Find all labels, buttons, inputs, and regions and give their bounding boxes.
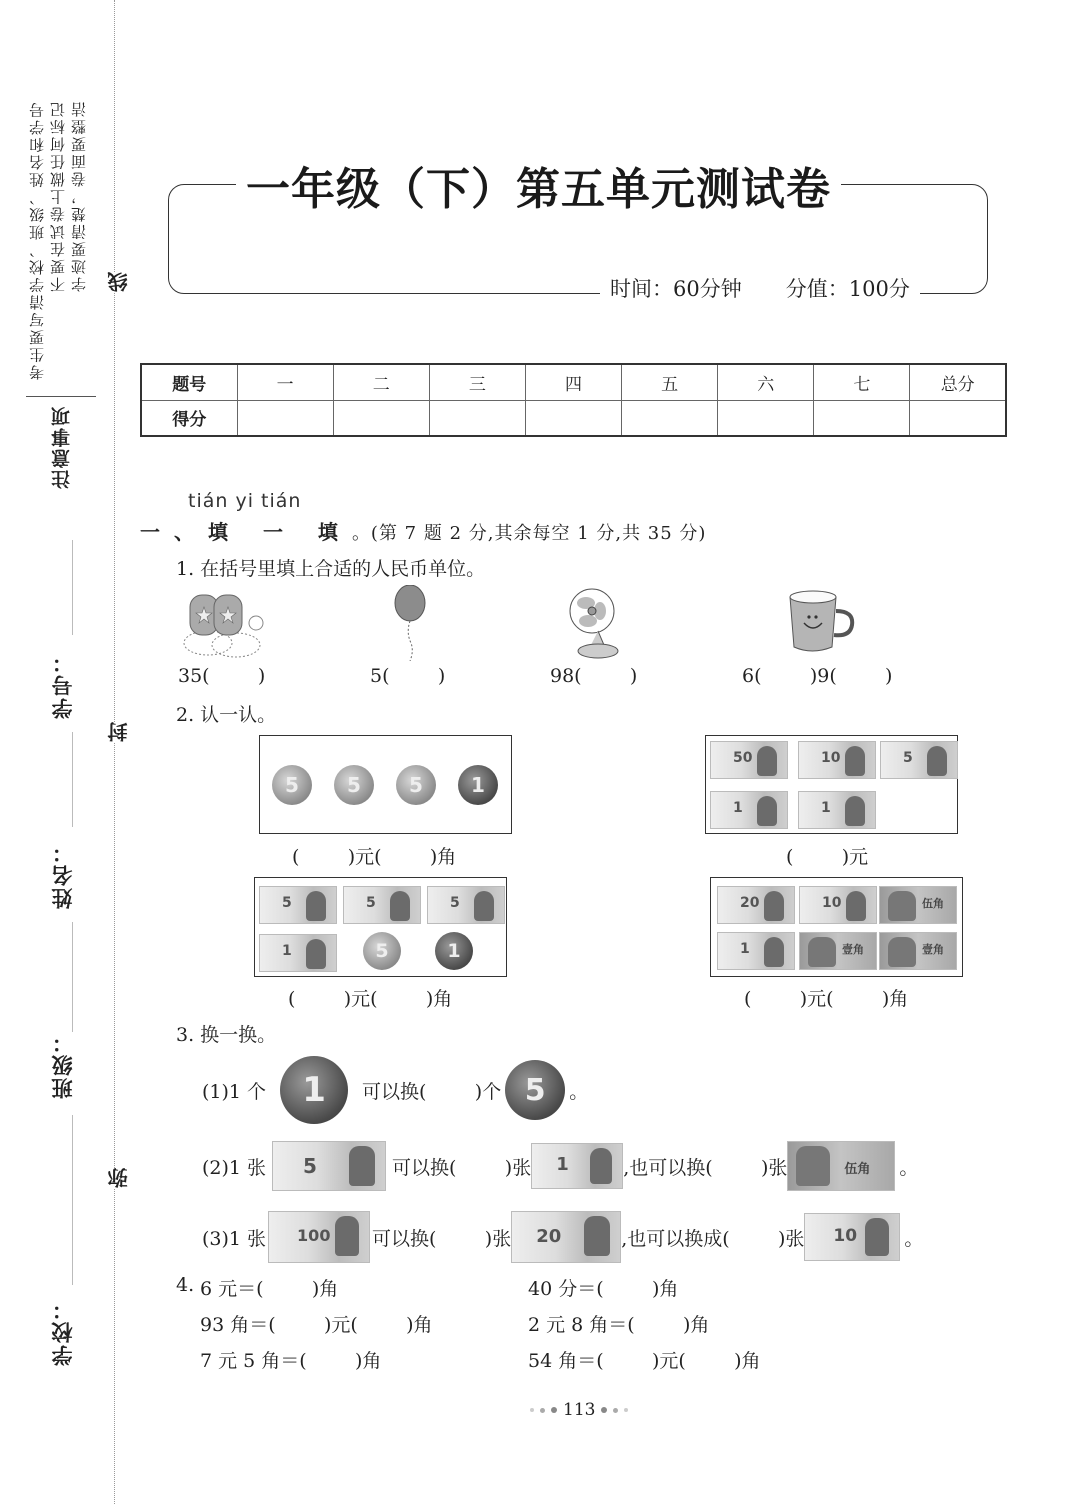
- dot-decoration: [551, 1407, 557, 1413]
- section-heading: [140, 516, 706, 545]
- dot-decoration: [613, 1408, 618, 1413]
- binding-cut-line: [114, 0, 115, 1504]
- banknote-1-icon: 1: [259, 934, 337, 972]
- banknote-1jiao-icon: 壹角: [799, 932, 877, 970]
- banknote-50-icon: 50: [710, 741, 788, 779]
- banknote-5-icon: 5: [259, 886, 337, 924]
- banknote-100-icon: 100: [268, 1211, 370, 1263]
- q3-row2-prefix: (2)1 张: [202, 1156, 267, 1179]
- col-5: 五: [622, 364, 718, 400]
- q4-eq-2[interactable]: 40 分＝( )角: [528, 1278, 679, 1300]
- dot-decoration: [601, 1407, 607, 1413]
- banknote-1-icon: 1: [710, 791, 788, 829]
- q3-row2-blank-2[interactable]: ,也可以换( )张: [623, 1156, 788, 1179]
- banknote-5jiao-icon: 伍角: [879, 886, 957, 924]
- notice-divider: [26, 396, 96, 397]
- q3-row-1: [202, 1055, 588, 1125]
- banknote-10-icon: 10: [804, 1213, 900, 1261]
- col-total: 总分: [910, 364, 1006, 400]
- dot-decoration: [540, 1408, 545, 1413]
- school-field[interactable]: [72, 1115, 73, 1285]
- col-4: 四: [525, 364, 621, 400]
- q3-row2-blank-1[interactable]: 可以换( )张: [392, 1156, 532, 1179]
- class-field[interactable]: [72, 922, 73, 1032]
- dot-decoration: [530, 1408, 534, 1412]
- school-label: 学校：: [51, 1297, 75, 1366]
- page-number: [530, 1400, 628, 1420]
- col-3: 三: [429, 364, 525, 400]
- coin-5jiao-icon: 5: [272, 765, 312, 805]
- q4-eq-5[interactable]: 7 元 5 角＝( )角: [200, 1350, 382, 1372]
- time-limit: 时间：60分钟: [610, 277, 742, 301]
- q1-answer-2[interactable]: 5( ): [370, 665, 446, 687]
- q2-box-4: [710, 877, 963, 977]
- binding-mark-seal: 封: [104, 722, 133, 742]
- q2-box-2: [705, 735, 958, 834]
- score-table-score-row: [141, 400, 1006, 436]
- class-label: 班级：: [51, 1030, 75, 1099]
- q3-row3-prefix: (3)1 张: [202, 1227, 267, 1250]
- score-cell[interactable]: [525, 400, 621, 436]
- banknote-1jiao-icon: 壹角: [879, 932, 957, 970]
- cup-icon: [742, 585, 862, 661]
- q2-answer-1[interactable]: ( )元( )角: [292, 846, 457, 868]
- page-title: 一年级（下）第五单元测试卷: [236, 160, 841, 220]
- q1-answer-4[interactable]: 6( )9( ): [742, 665, 893, 687]
- notice-line-3: 字迹要清楚，卷面要整洁: [70, 100, 88, 293]
- section-note: 。(第 7 题 2 分,其余每空 1 分,共 35 分): [351, 523, 707, 544]
- q4-eq-1[interactable]: 6 元＝( )角: [200, 1278, 339, 1300]
- banknote-1-icon: 1: [798, 791, 876, 829]
- balloon-icon: [370, 585, 430, 661]
- banknote-5-icon: 5: [427, 886, 505, 924]
- score-table: [140, 363, 1007, 437]
- q1-item-cup: [742, 585, 942, 687]
- binding-mark-line: 线: [104, 272, 133, 292]
- banknote-10-icon: 10: [798, 741, 876, 779]
- col-2: 二: [333, 364, 429, 400]
- q3-row-3: [202, 1210, 923, 1264]
- score-cell[interactable]: [910, 400, 1006, 436]
- q3-row-2: [202, 1140, 918, 1192]
- banknote-5-icon: 5: [272, 1141, 386, 1191]
- q2-box-1: [259, 735, 512, 834]
- section-title: 一、填 一 填: [140, 520, 352, 544]
- notice-line-1: 考生要写清学校、班级、姓名和学号: [28, 100, 46, 380]
- q2-answer-3[interactable]: ( )元( )角: [288, 988, 453, 1010]
- q1-item-gloves: [178, 585, 338, 687]
- banknote-5-icon: 5: [343, 886, 421, 924]
- q1-answer-1[interactable]: 35( ): [178, 665, 266, 687]
- col-6: 六: [718, 364, 814, 400]
- score-cell[interactable]: [429, 400, 525, 436]
- row-header-question: 题号: [141, 364, 237, 400]
- gloves-icon: [178, 585, 268, 661]
- score-table-header-row: [141, 364, 1006, 400]
- banknote-1-icon: 1: [531, 1143, 623, 1189]
- coin-5jiao-icon: 5: [334, 765, 374, 805]
- q2-answer-4[interactable]: ( )元( )角: [744, 988, 909, 1010]
- q4-eq-4[interactable]: 2 元 8 角＝( )角: [528, 1314, 710, 1336]
- score-cell[interactable]: [622, 400, 718, 436]
- score-cell[interactable]: [814, 400, 910, 436]
- q1-item-fan: [550, 585, 710, 687]
- score-cell[interactable]: [333, 400, 429, 436]
- dot-decoration: [624, 1408, 628, 1412]
- q4-eq-3[interactable]: 93 角＝( )元( )角: [200, 1314, 433, 1336]
- coin-1yuan-icon: 1: [280, 1056, 348, 1124]
- col-1: 一: [237, 364, 333, 400]
- name-field[interactable]: [72, 732, 73, 827]
- coin-5jiao-icon: 5: [363, 932, 401, 970]
- q3-prompt: 3. 换一换。: [176, 1024, 277, 1046]
- q3-row1-end: 。: [569, 1080, 589, 1103]
- q3-row3-blank-2[interactable]: ,也可以换成( )张: [621, 1227, 805, 1250]
- q3-row1-prefix: (1)1 个: [202, 1080, 267, 1103]
- q4-label: 4.: [176, 1274, 195, 1296]
- coin-1yuan-icon: 1: [458, 765, 498, 805]
- student-id-field[interactable]: [72, 540, 73, 635]
- page-number-text: 113: [563, 1400, 596, 1420]
- row-header-score: 得分: [141, 400, 237, 436]
- total-score: 分值：100分: [785, 277, 910, 301]
- q4-eq-6[interactable]: 54 角＝( )元( )角: [528, 1350, 761, 1372]
- q1-prompt: 1. 在括号里填上合适的人民币单位。: [176, 558, 486, 580]
- electric-fan-icon: [550, 585, 630, 661]
- coin-5jiao-icon: 5: [505, 1060, 565, 1120]
- q2-box-3: [254, 877, 507, 977]
- name-label: 姓名：: [51, 840, 75, 909]
- notice-title: 注意事项: [51, 405, 73, 489]
- coin-5jiao-icon: 5: [396, 765, 436, 805]
- q2-answer-2[interactable]: ( )元: [786, 846, 869, 868]
- banknote-10-icon: 10: [799, 886, 877, 924]
- q3-row2-end: 。: [899, 1156, 919, 1179]
- banknote-5-icon: 5: [880, 741, 958, 779]
- q1-item-balloon: [370, 585, 530, 687]
- student-id-label: 学号：: [51, 650, 75, 719]
- q3-row1-blank[interactable]: 可以换( )个: [362, 1080, 502, 1103]
- notice-text: [26, 100, 98, 400]
- banknote-1-icon: 1: [717, 932, 795, 970]
- score-cell[interactable]: [237, 400, 333, 436]
- banknote-20-icon: 20: [511, 1211, 621, 1263]
- coin-1yuan-icon: 1: [435, 932, 473, 970]
- exam-meta: [600, 272, 920, 306]
- notice-line-2: 不要在试卷上做任何标记: [49, 100, 67, 293]
- q1-answer-3[interactable]: 98( ): [550, 665, 638, 687]
- q3-row3-blank-1[interactable]: 可以换( )张: [372, 1227, 512, 1250]
- q2-prompt: 2. 认一认。: [176, 704, 277, 726]
- section-pinyin: tián yi tián: [188, 490, 302, 512]
- banknote-5jiao-icon: 伍角: [787, 1141, 895, 1191]
- col-7: 七: [814, 364, 910, 400]
- score-cell[interactable]: [718, 400, 814, 436]
- q3-row3-end: 。: [904, 1227, 924, 1250]
- banknote-20-icon: 20: [717, 886, 795, 924]
- binding-mark-close: 弥: [104, 1168, 133, 1188]
